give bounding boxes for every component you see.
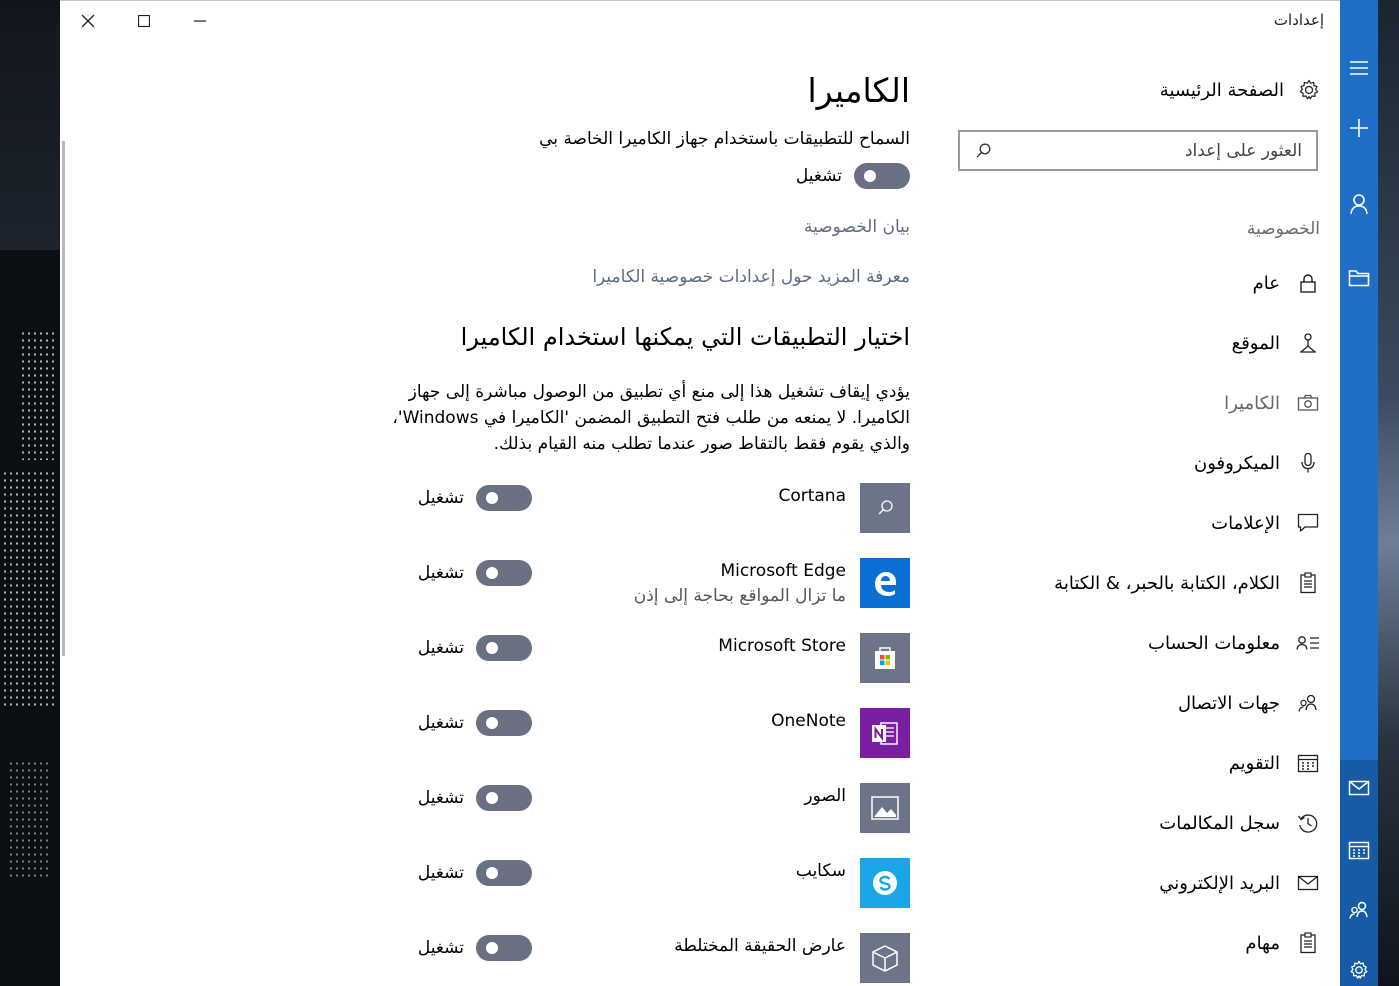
app-toggle-label: تشغيل (417, 488, 464, 508)
mixed-reality-tile (860, 933, 910, 983)
history-icon (1297, 812, 1319, 834)
main-content (60, 41, 910, 986)
people-icon (1348, 900, 1370, 920)
app-toggle-row (418, 785, 532, 811)
app-toggle-row (418, 560, 532, 586)
lock-icon (1299, 273, 1317, 293)
learn-more-link[interactable]: معرفة المزيد حول إعدادات خصوصية الكاميرا (592, 267, 910, 287)
app-toggle-label: تشغيل (417, 938, 464, 958)
onenote-tile (860, 708, 910, 758)
skype-tile (860, 858, 910, 908)
search-input[interactable] (992, 141, 1302, 161)
app-toggle-cortana[interactable] (476, 485, 532, 511)
app-row-skype (60, 858, 910, 933)
app-row-cortana (60, 483, 910, 558)
app-row-mixed-reality (60, 933, 910, 986)
app-toggle-store[interactable] (476, 635, 532, 661)
sidebar-item-label: الموقع (1231, 332, 1280, 354)
settings-button[interactable] (1340, 950, 1378, 986)
folder-button[interactable] (1340, 258, 1378, 298)
app-toggle-label: تشغيل (417, 713, 464, 733)
allow-camera-label: السماح للتطبيقات باستخدام جهاز الكاميرا الخاصة بي (539, 129, 910, 149)
app-name: سكايب (795, 861, 846, 881)
gear-icon (1349, 960, 1369, 980)
plus-icon (1349, 118, 1369, 138)
sidebar-item-contacts[interactable] (960, 673, 1320, 733)
sidebar-item-call-history[interactable] (960, 793, 1320, 853)
settings-window (60, 0, 1340, 986)
nav-list (960, 253, 1320, 973)
sidebar-item-label: الإعلامات (1211, 512, 1280, 534)
sidebar-item-microphone[interactable] (960, 433, 1320, 493)
account-button[interactable] (1340, 184, 1378, 224)
skype-icon (869, 867, 901, 899)
calendar-icon (1297, 753, 1319, 773)
app-row-photos (60, 783, 910, 858)
home-link[interactable] (1160, 79, 1320, 101)
app-toggle-onenote[interactable] (476, 710, 532, 736)
camera-icon (1297, 394, 1319, 412)
mixed-reality-icon (869, 942, 901, 974)
sidebar-item-location[interactable] (960, 313, 1320, 373)
privacy-statement-link[interactable]: بيان الخصوصية (803, 217, 910, 237)
description-text: يؤدي إيقاف تشغيل هذا إلى منع أي تطبيق من الوصول مباشرة إلى جهاز الكاميرا. لا يمنعه من طلب فتح التطبيق المضمن 'الكاميرا في Windows'، والذي يقوم فقط بالتقاط صور عندما تطلب منه القيام بذلك. (392, 382, 910, 454)
maximize-button[interactable] (116, 3, 172, 39)
app-row-onenote (60, 708, 910, 783)
sidebar-item-label: سجل المكالمات (1159, 812, 1280, 834)
app-toggle-row (418, 485, 532, 511)
search-icon (974, 142, 992, 160)
edge-icon (870, 568, 900, 598)
app-name: Microsoft Edge (720, 561, 846, 581)
home-label: الصفحة الرئيسية (1159, 79, 1284, 101)
app-name: Microsoft Store (718, 636, 846, 656)
app-name: عارض الحقيقة المختلطة (674, 936, 846, 956)
master-camera-toggle[interactable] (854, 163, 910, 189)
sidebar-item-label: البريد الإلكتروني (1159, 872, 1280, 894)
sidebar-item-general[interactable] (960, 253, 1320, 313)
search-box[interactable] (958, 130, 1318, 171)
account-info-icon (1296, 634, 1320, 652)
app-toggle-row (418, 860, 532, 886)
sidebar (940, 41, 1340, 986)
sidebar-item-email[interactable] (960, 853, 1320, 913)
edge-tile (860, 558, 910, 608)
app-toggle-edge[interactable] (476, 560, 532, 586)
location-icon (1298, 332, 1318, 354)
desktop-background-left (0, 0, 60, 986)
window-title: إعدادات (1273, 11, 1324, 29)
cortana-search-icon (875, 498, 895, 518)
close-button[interactable] (60, 3, 116, 39)
app-toggle-label: تشغيل (417, 863, 464, 883)
app-toggle-label: تشغيل (417, 563, 464, 583)
calendar-button[interactable] (1340, 830, 1378, 870)
sidebar-item-label: الكلام، الكتابة بالحبر، & الكتابة (1054, 572, 1280, 594)
maximize-icon (138, 15, 150, 27)
mail-icon (1348, 780, 1370, 796)
page-title: الكاميرا (807, 71, 910, 110)
app-name: الصور (804, 786, 846, 806)
clipboard-icon (1299, 572, 1317, 594)
new-button[interactable] (1340, 108, 1378, 148)
right-taskbar (1340, 0, 1378, 986)
sidebar-item-calendar[interactable] (960, 733, 1320, 793)
sidebar-item-account-info[interactable] (960, 613, 1320, 673)
folder-icon (1348, 269, 1370, 287)
sidebar-item-label: مهام (1245, 932, 1280, 954)
app-toggle-row (418, 710, 532, 736)
app-row-store (60, 633, 910, 708)
minimize-button[interactable] (172, 3, 228, 39)
minimize-icon (194, 15, 206, 27)
store-icon (870, 643, 900, 673)
menu-button[interactable] (1340, 48, 1378, 88)
desktop-background-right (1378, 0, 1399, 986)
sidebar-item-label: معلومات الحساب (1148, 632, 1280, 654)
photos-tile (860, 783, 910, 833)
app-name: Cortana (778, 486, 846, 506)
sidebar-item-label: الكاميرا (1224, 392, 1280, 414)
sidebar-item-label: عام (1252, 272, 1280, 294)
title-bar (60, 1, 1340, 41)
app-toggle-row (418, 935, 532, 961)
master-toggle-row (796, 163, 910, 189)
people-button[interactable] (1340, 890, 1378, 930)
app-toggle-mixed-reality[interactable] (476, 935, 532, 961)
sidebar-item-label: الميكروفون (1193, 452, 1280, 474)
app-toggle-skype[interactable] (476, 860, 532, 886)
tasks-icon (1299, 932, 1317, 954)
close-icon (81, 14, 95, 28)
app-subtitle: ما تزال المواقع بحاجة إلى إذن (633, 586, 846, 606)
sidebar-item-camera[interactable] (960, 373, 1320, 433)
microphone-icon (1300, 452, 1316, 474)
sidebar-item-label: التقويم (1228, 752, 1280, 774)
mail-button[interactable] (1340, 768, 1378, 808)
person-icon (1349, 193, 1369, 215)
photos-icon (869, 792, 901, 824)
sidebar-item-notifications[interactable] (960, 493, 1320, 553)
mail-icon (1297, 875, 1319, 891)
sidebar-item-label: جهات الاتصال (1177, 692, 1280, 714)
app-toggle-label: تشغيل (417, 788, 464, 808)
onenote-icon (868, 716, 902, 750)
contacts-icon (1297, 693, 1319, 713)
app-name: OneNote (771, 711, 846, 731)
app-row-edge (60, 558, 910, 633)
sidebar-item-speech-inking[interactable] (960, 553, 1320, 613)
hamburger-icon (1349, 60, 1369, 76)
calendar-icon (1348, 840, 1370, 860)
app-list (60, 483, 910, 986)
master-toggle-label: تشغيل (795, 166, 842, 186)
notification-icon (1297, 513, 1319, 533)
app-toggle-photos[interactable] (476, 785, 532, 811)
gear-icon (1298, 79, 1320, 101)
sidebar-item-tasks[interactable] (960, 913, 1320, 973)
cortana-tile (860, 483, 910, 533)
apps-section-title: اختيار التطبيقات التي يمكنها استخدام الكاميرا (460, 323, 910, 351)
section-label-privacy: الخصوصية (1246, 219, 1320, 239)
store-tile (860, 633, 910, 683)
app-toggle-row (418, 635, 532, 661)
app-toggle-label: تشغيل (417, 638, 464, 658)
